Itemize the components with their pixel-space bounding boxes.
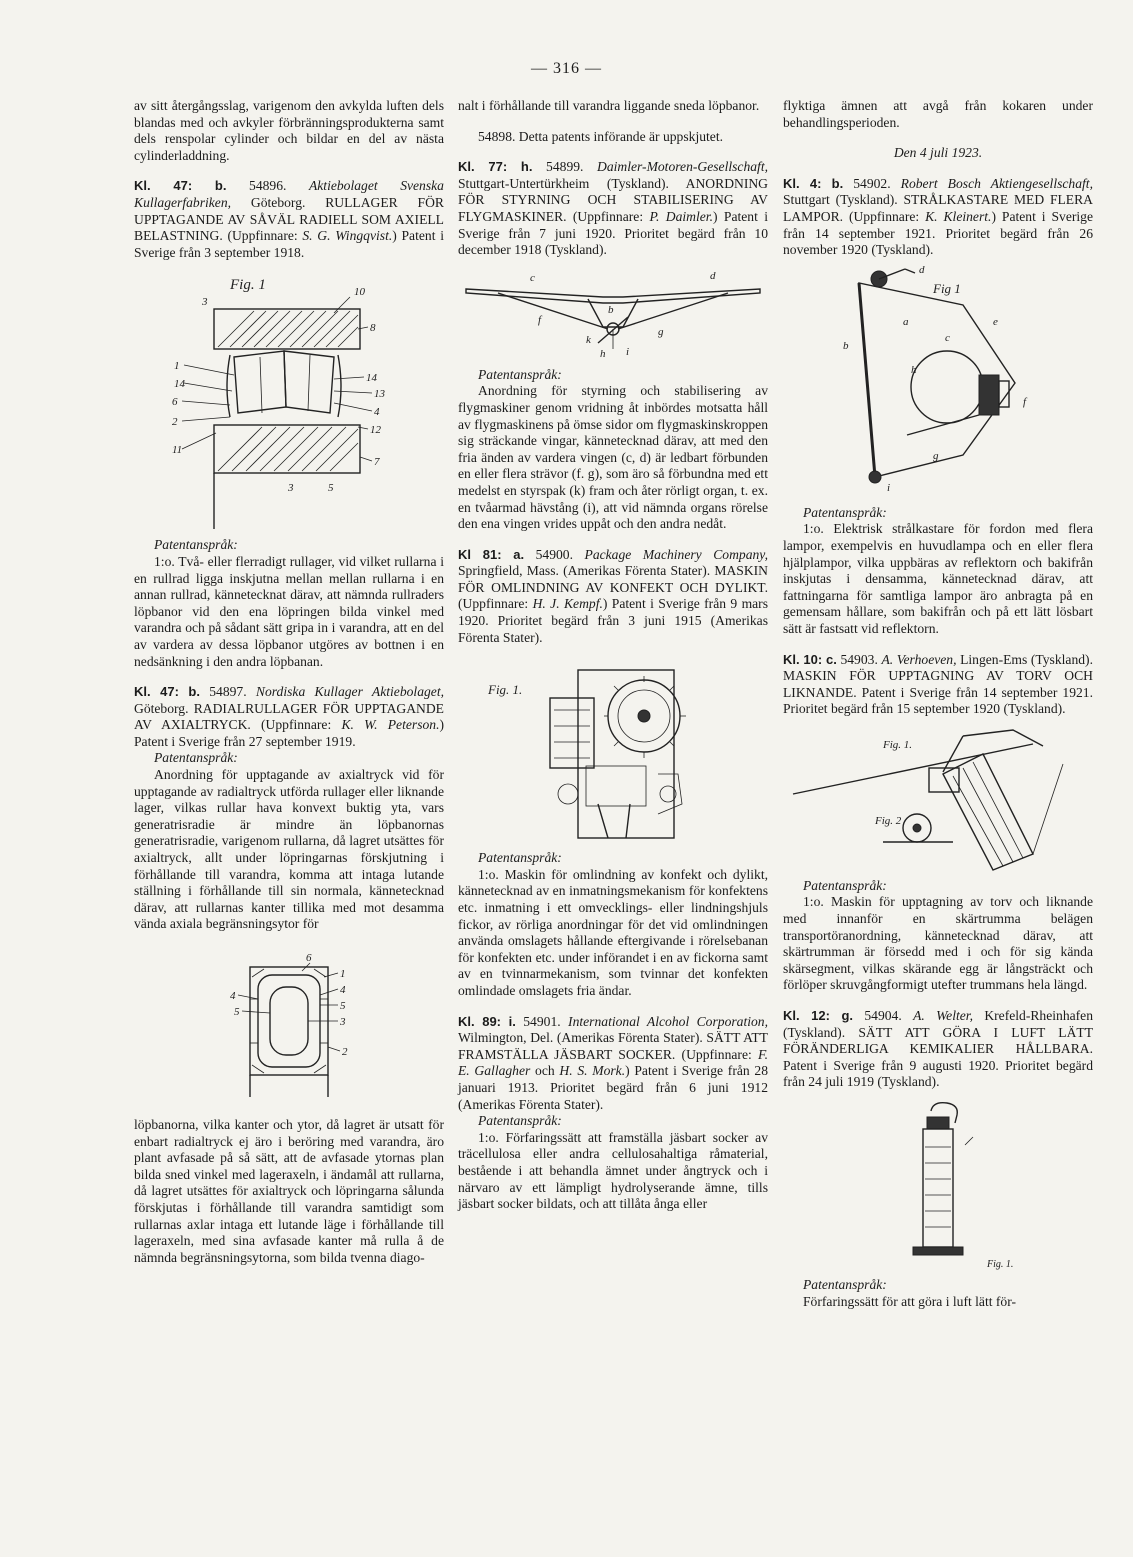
svg-text:k: k: [586, 333, 591, 346]
headlamp-drawing: [783, 265, 1093, 501]
svg-text:14: 14: [366, 372, 377, 385]
patent-title: Springfield, Mass. (Amerikas Förenta Stater). MASKIN FÖR OMLINDNING AV KONFEKT OCH DYLIKT. (Uppfinnare:: [458, 563, 768, 612]
patent-number: 54903.: [840, 651, 878, 667]
patent-number: 54899.: [546, 159, 584, 175]
patent-title: Wilmington, Del. (Amerikas Förenta Stater). SÄTT ATT FRAMSTÄLLA JÄSBART SOCKER. (Uppfinnare:: [458, 1030, 768, 1062]
svg-text:12: 12: [370, 424, 381, 437]
figure-aircraft-wings: [458, 269, 768, 359]
patent-number: 54902.: [853, 175, 891, 191]
patent-entry-54904: [783, 1008, 1093, 1091]
patent-entry-54897: [134, 684, 444, 750]
svg-text:f: f: [538, 313, 542, 326]
storage-tube-drawing: [783, 1097, 1093, 1273]
patent-number: 54900.: [535, 546, 573, 562]
svg-text:2: 2: [342, 1046, 348, 1058]
svg-text:13: 13: [374, 388, 385, 401]
figure-roller-bearing: [134, 267, 444, 529]
figure-title: Fig 1: [933, 280, 961, 296]
claims-heading: Patentanspråk:: [478, 366, 562, 382]
patent-class: Kl. 47: b.: [134, 684, 200, 700]
patent-claim: Anordning för upptagande av axialtryck vid för upptagande av radialtryck utförda rullager eller liknande lager, vilkas rullar hava konvext buktig yta, vars generatrisradie är mindre än löpbanornas generatrisradie, varigenom rullarna, då lagret utsättes för axialtryck, allt under löpringarnas förskjutning i förhållande till varandra, komma att intaga lutande ställning i förhållande till sin normala, kännetecknad därav, att rullarnas kanter tillika med mot desamma vända axiala begränsningsytor för: [134, 767, 444, 932]
patent-number: 54897.: [209, 684, 247, 700]
patent-inventor: P. Daimler.: [649, 208, 713, 224]
patent-holder: A. Verhoeven,: [881, 651, 957, 667]
claims-heading: Patentanspråk:: [803, 877, 887, 893]
figure-labels: [530, 270, 716, 359]
strut-f: [498, 293, 608, 329]
svg-text:3: 3: [288, 482, 294, 495]
svg-text:4: 4: [230, 990, 236, 1002]
figure-labels: [172, 286, 386, 494]
patent-entry-54900: [458, 547, 768, 647]
patent-entry-54903: [783, 652, 1093, 718]
svg-text:4: 4: [374, 406, 380, 419]
patent-entry-54899: [458, 159, 768, 259]
svg-text:a: a: [903, 315, 909, 328]
claims-heading: Patentanspråk:: [478, 1113, 562, 1129]
figure-title: Fig. 1.: [488, 682, 523, 698]
strut-g: [618, 293, 728, 329]
patent-entry-54896: [134, 178, 444, 261]
page-number: — 316 —: [531, 60, 602, 77]
svg-text:5: 5: [340, 1000, 346, 1012]
patent-class: Kl. 77: h.: [458, 159, 533, 175]
patent-title: Göteborg. RULLAGER FÖR UPPTAGANDE AV SÅVÄL RADIELL SOM AXIELL BELASTNING. (Uppfinnare:: [134, 194, 444, 244]
patent-class: Kl. 47: b.: [134, 178, 227, 194]
column-middle: [458, 98, 768, 1213]
svg-text:1: 1: [174, 360, 180, 373]
patent-dates: ) Patent i Sverige från 28 januari 1913. Prioritet begärd från 6 juni 1912 (Amerikas Förenta Stater).: [458, 1063, 769, 1112]
claims-heading: Patentanspråk:: [154, 750, 238, 766]
paragraph-continuation: löpbanorna, vilka kanter och ytor, då lagret är utsatt för enbart radialtryck ej äro i beröring med varandra, äro plant avfasade på så sätt, att de avfasade ytornas plan bilda sned vinkel med lageraxeln, i ändamål att rullarna, då lagret utsättes för axialtryck och löpringarna sålunda förskjutas i förhållande till varandra samtidigt som rullarnas axlar intaga ett lutande läge i förhållande till lageraxeln, med sina avfasade kanter må rulla å de nämnda begränsningsytorna, som bilda tvenna diago-: [134, 1117, 444, 1265]
svg-text:g: g: [658, 325, 664, 338]
cutting-drum: [943, 754, 1033, 870]
paragraph-continuation: flyktiga ämnen att avgå från kokaren under behandlingsperioden.: [783, 98, 1093, 130]
patent-claim: Anordning för styrning och stabilisering av flygmaskiner genom vridning åt inbördes motsatta håll av flygmaskinens på ömse sidor om flygmaskinskroppen sig sträckande vingar, kännetecknad därav, att med den fria änden av vardera vingen (c, d) är ledbart förbunden en eller flera strävor (f. g), som äro så förbundna med ett medelst en styrspak (k) fram och åter rörligt organ, t. ex. en tvåarmad hävstång (i), att vid nämnda organs rörelse den ena vingen vrides uppåt och den andra nedåt.: [458, 383, 768, 532]
patent-holder: Aktiebolaget Svenska Kullagerfabriken,: [134, 178, 444, 210]
svg-text:b: b: [843, 339, 849, 352]
patent-dates: ) Patent i Sverige från 3 september 1918.: [134, 228, 444, 260]
svg-text:d: d: [710, 269, 716, 282]
patent-claim: Förfaringssätt för att göra i luft lätt för-: [803, 1293, 1017, 1309]
svg-text:11: 11: [172, 444, 183, 457]
roller-bearing-drawing: [134, 267, 444, 529]
patent-title: Krefeld-Rheinhafen (Tyskland). SÄTT ATT GÖRA I LUFT LÄTT FÖRÄNDERLIGA KEMIKALIER HÅLLBARA. Patent i Sverige från 9 augusti 1920. Prioritet begärd från 24 juli 1919 (Tyskland).: [783, 1008, 1094, 1090]
svg-text:i: i: [887, 481, 891, 494]
svg-text:e: e: [993, 315, 998, 328]
patent-claim: 1:o. Maskin för upptagning av torv och liknande med innanför en skärtrumma belägen transportöranordning, kännetecknad därav, att skärtrumman är försedd med i och för sig kända skärsegment, vilkas skärande egg är långsträckt och förlöper skruvgångformigt utefter trummans hela längd.: [783, 894, 1093, 993]
tube-contents: [925, 1147, 951, 1227]
svg-text:f: f: [1023, 395, 1027, 408]
patent-holder: International Alcohol Corporation,: [568, 1013, 768, 1029]
svg-text:3: 3: [202, 296, 208, 309]
patent-number: 54904.: [864, 1008, 902, 1024]
column-left: [134, 98, 444, 1266]
claims-heading: Patentanspråk:: [478, 850, 562, 866]
svg-text:c: c: [530, 271, 535, 284]
patent-number: 54896.: [249, 178, 287, 194]
figure-title-2: Fig. 2: [875, 814, 902, 827]
figure-peat-machine: [783, 724, 1093, 874]
radial-bearing-drawing: [134, 947, 444, 1097]
issue-date: Den 4 juli 1923.: [893, 145, 983, 161]
patent-title: Stuttgart (Tyskland). STRÅLKASTARE MED FLERA LAMPOR. (Uppfinnare:: [783, 192, 1093, 224]
patent-inventor: K. W. Peterson.: [341, 717, 440, 733]
wrapping-machine-drawing: [458, 654, 768, 846]
patent-class: Kl 81: a.: [458, 546, 525, 562]
svg-text:4: 4: [340, 984, 346, 996]
patent-dates: ) Patent i Sverige från 27 september 1919.: [134, 717, 445, 749]
svg-text:h: h: [600, 347, 606, 359]
paragraph-continuation: av sitt återgångsslag, varigenom den avkylda luften dels blandas med och avkyler förbränningsprodukterna samt dels renspolar cylinder och bildar en del av nästa cylinderladdning.: [134, 98, 444, 163]
patent-holder: Daimler-Motoren-Gesellschaft,: [597, 159, 768, 175]
patent-claim: 1:o. Förfaringssätt att framställa jäsbart socker av träcellulosa eller andra cellulosahaltiga råmaterial, bestående i att behandla ämnet under ångtryck och i närvaro av ett lämpligt hydrolyserande ämne, tills jäsbart socker bildats, och att tillåta ånga eller: [458, 1129, 768, 1212]
svg-text:b: b: [608, 303, 614, 316]
claims-heading: Patentanspråk:: [154, 537, 238, 553]
claims-heading: Patentanspråk:: [803, 1277, 887, 1292]
patent-class: Kl. 12: g.: [783, 1008, 854, 1024]
conjunction: och: [535, 1063, 555, 1079]
roller: [270, 987, 308, 1055]
patent-title: Lingen-Ems (Tyskland). MASKIN FÖR UPPTAGNING AV TORV OCH LIKNANDE. Patent i Sverige från 14 september 1921. Prioritet begärd från 15 september 1920 (Tyskland).: [783, 651, 1093, 717]
claims-heading: Patentanspråk:: [803, 504, 887, 520]
patent-claim: 1:o. Två- eller flerradigt rullager, vid vilket rullarna i en rullrad ligga inskjutna mellan mellan rullarna i en annan rullrad, kännetecknat därav, att nämnda rullraders löpbanor vid den ena löpringen bilda vinkel med varandra och på sådant sätt gripa in i varandra, att en del av vardera av dessa löpbanor utgöres av bottnen i en nedsänkning i den andra löpbanan.: [134, 553, 444, 669]
figure-title: Fig. 1: [230, 277, 266, 294]
svg-text:h: h: [911, 363, 917, 376]
lamp-holder: [979, 375, 999, 415]
figure-radial-bearing: [134, 947, 444, 1097]
ground-line: [793, 744, 1033, 794]
svg-text:1: 1: [340, 968, 346, 980]
patent-class: Kl. 10: c.: [783, 651, 837, 667]
wings: [466, 289, 760, 303]
patent-holder: Robert Bosch Aktiengesellschaft,: [900, 175, 1093, 191]
patent-class: Kl. 4: b.: [783, 175, 844, 191]
svg-text:10: 10: [354, 286, 365, 299]
svg-text:6: 6: [306, 952, 312, 964]
figure-title: Fig. 1.: [987, 1259, 1014, 1270]
paragraph-continuation: nalt i förhållande till varandra liggande sneda löpbanor.: [458, 98, 760, 113]
svg-text:i: i: [626, 345, 630, 358]
svg-text:7: 7: [374, 456, 380, 469]
patent-inventor: S. G. Wingqvist.: [302, 228, 393, 244]
main-lamp: [911, 351, 983, 423]
patent-holder: A. Welter,: [913, 1008, 973, 1024]
patent-class: Kl. 89: i.: [458, 1013, 516, 1029]
patent-inventor: K. Kleinert.: [925, 208, 992, 224]
figure-storage-tube: [783, 1097, 1093, 1273]
patent-dates: ) Patent i Sverige från 9 mars 1920. Prioritet begärd från 3 juni 1915 (Amerikas Förenta Stater).: [458, 596, 768, 645]
svg-text:d: d: [919, 264, 925, 276]
svg-text:2: 2: [172, 416, 178, 429]
patent-entry-54898: 54898. Detta patents införande är uppskjutet.: [478, 128, 723, 144]
patent-inventor: F. E. Gallagher: [458, 1046, 768, 1079]
patent-inventor: H. J. Kempf.: [532, 596, 603, 612]
inner-race-hatching: [218, 427, 358, 471]
patent-title: Stuttgart-Untertürkheim (Tyskland). ANORDNING FÖR STYRNING OCH STABILISERING AV FLYGMASKINER. (Uppfinnare:: [458, 175, 768, 224]
outer-race-hatching: [218, 311, 358, 347]
svg-text:c: c: [945, 331, 950, 344]
svg-text:3: 3: [340, 1016, 346, 1028]
feed-mechanism: [550, 698, 594, 768]
patent-claim: 1:o. Maskin för omlindning av konfekt och dylikt, kännetecknad av en inmatningsmekanism för konfektens etc. inmatning i ett omvecklings- eller lindningshjuls fickor, av rörliga anordningar för det vid omlindningen använda omslagets hållande eftergivande i rörelsebanan för konfekten etc. under införandet i en av fickorna samt av en tvinnarmekanism, som tvinnar det konfekten omlindade omslagets fria ändar.: [458, 866, 768, 998]
patent-claim: 1:o. Elektrisk strålkastare för fordon med flera lampor, exempelvis en huvudlampa och en eller flera hjälplampor, vilka uppbäras av reflektorn och bakifrån inskjutas i densamma, kännetecknad därav, att fattningarna för samtliga lampor äro anbragta på en gemensam hållare, som bakifrån och på ett lätt lösbart sätt är fastsatt vid reflektorn.: [783, 521, 1093, 636]
svg-text:5: 5: [328, 482, 334, 495]
patent-holder: Package Machinery Company,: [584, 546, 768, 562]
patent-inventor: H. S. Mork.: [559, 1063, 626, 1079]
svg-text:5: 5: [234, 1006, 240, 1018]
column-right: [783, 98, 1093, 1310]
figure-headlamp: [783, 265, 1093, 501]
svg-text:6: 6: [172, 396, 178, 409]
tube-base: [913, 1247, 963, 1255]
patent-number: 54901.: [523, 1013, 561, 1029]
svg-text:8: 8: [370, 322, 376, 335]
patent-holder: Nordiska Kullager Aktiebolaget,: [255, 684, 444, 700]
figure-title-1: Fig. 1.: [883, 738, 913, 751]
svg-text:g: g: [933, 449, 939, 462]
patent-entry-54901: [458, 1014, 768, 1114]
patent-dates: ) Patent i Sverige från 14 september 1921. Prioritet begärd från 26 november 1920 (Tyskland).: [783, 208, 1093, 258]
patent-dates: ) Patent i Sverige från 7 juni 1920. Prioritet begärd från 10 december 1918 (Tyskland).: [458, 208, 769, 258]
svg-text:14: 14: [174, 378, 185, 391]
peat-machine-drawing: [783, 724, 1093, 874]
wing-control-drawing: [458, 269, 768, 359]
patent-entry-54902: [783, 176, 1093, 259]
figure-wrapping-machine: [458, 654, 768, 846]
patent-title: Göteborg. RADIALRULLAGER FÖR UPPTAGANDE AV AXIALTRYCK. (Uppfinnare:: [134, 700, 444, 733]
